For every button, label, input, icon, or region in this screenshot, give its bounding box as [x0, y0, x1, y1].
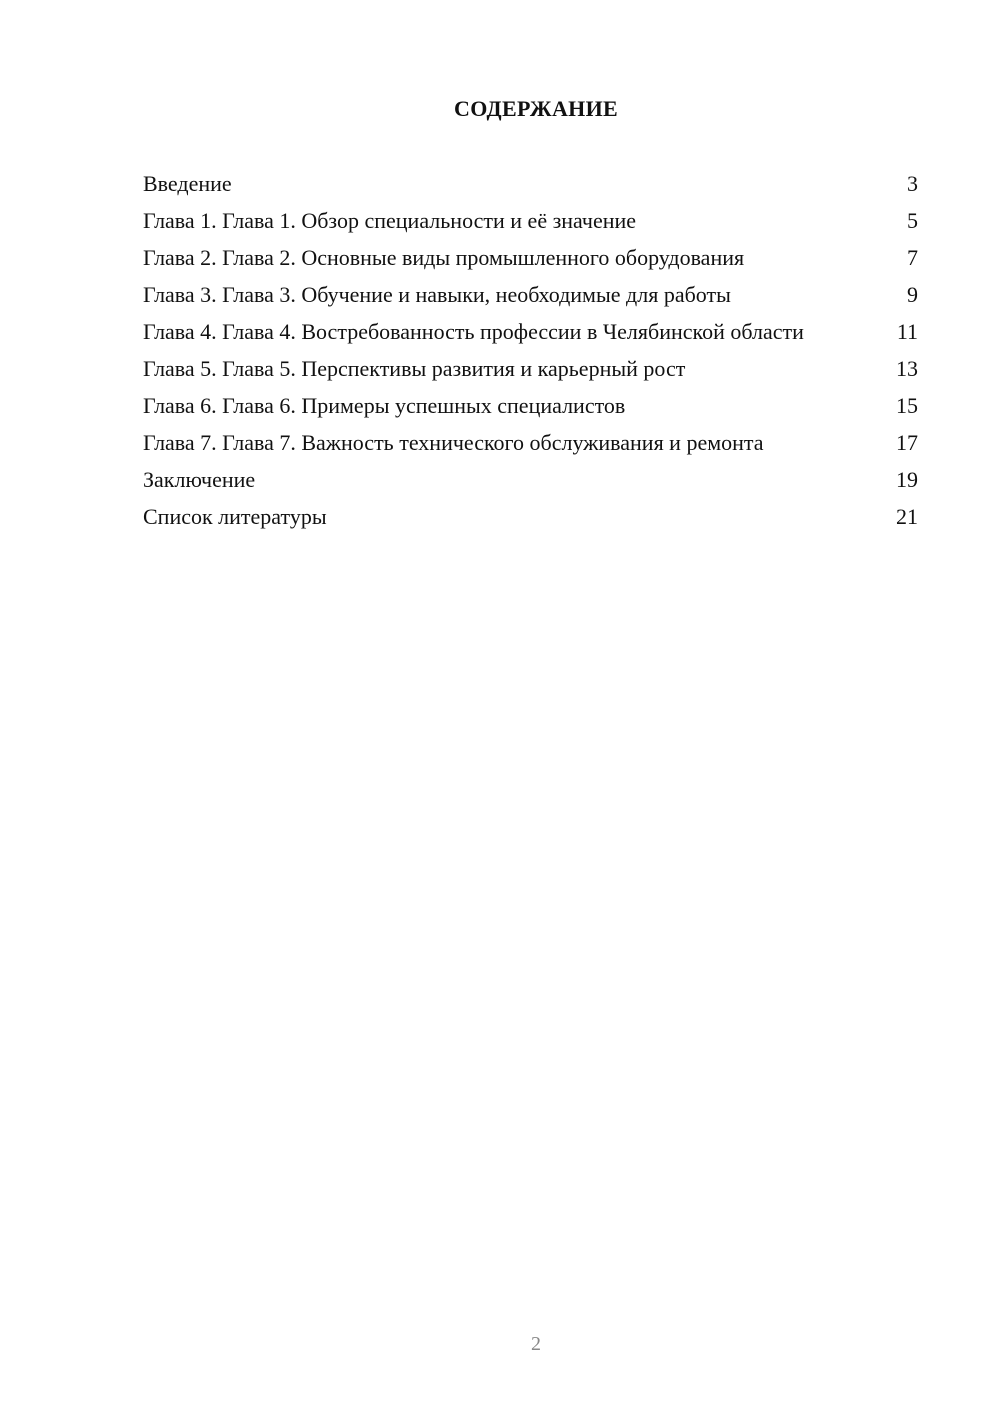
toc-entry-page: 13: [896, 356, 918, 381]
toc-entry-text: Введение: [143, 171, 232, 196]
toc-title: СОДЕРЖАНИЕ: [454, 96, 618, 121]
toc-entry-text: Глава 5. Глава 5. Перспективы развития и карьерный рост: [143, 356, 686, 381]
toc-entry-chapter-1: [143, 207, 918, 234]
toc-entry-bibliography: [143, 503, 918, 530]
toc-entry-text: Глава 1. Глава 1. Обзор специальности и её значение: [143, 208, 637, 233]
toc-entry-introduction: [143, 170, 918, 197]
toc-entry-page: 5: [907, 208, 918, 233]
toc-entry-page: 9: [907, 282, 918, 307]
toc-entry-chapter-6: [143, 392, 918, 419]
toc-entry-page: 11: [896, 319, 918, 344]
toc-entry-text: Глава 4. Глава 4. Востребованность профессии в Челябинской области: [143, 319, 804, 344]
toc-entry-text: Глава 7. Глава 7. Важность технического обслуживания и ремонта: [143, 430, 764, 455]
toc-entry-page: 15: [896, 393, 918, 418]
toc-list: [143, 170, 918, 540]
toc-entry-text: Глава 6. Глава 6. Примеры успешных специалистов: [143, 393, 626, 418]
toc-entry-chapter-7: [143, 429, 918, 456]
toc-entry-page: 19: [896, 467, 918, 492]
toc-entry-page: 21: [896, 504, 918, 529]
toc-entry-page: 3: [907, 171, 918, 196]
toc-entry-chapter-3: [143, 281, 918, 308]
toc-entry-conclusion: [143, 466, 918, 493]
page-number: 2: [531, 1333, 541, 1355]
toc-entry-text: Заключение: [143, 467, 256, 492]
toc-entry-page: 7: [907, 245, 918, 270]
toc-entry-text: Глава 3. Глава 3. Обучение и навыки, необходимые для работы: [143, 282, 731, 307]
toc-entry-chapter-2: [143, 244, 918, 271]
toc-entry-page: 17: [896, 430, 918, 455]
toc-entry-text: Глава 2. Глава 2. Основные виды промышленного оборудования: [143, 245, 745, 270]
toc-entry-chapter-4: [143, 318, 918, 345]
toc-entry-text: Список литературы: [143, 504, 327, 529]
toc-entry-chapter-5: [143, 355, 918, 382]
